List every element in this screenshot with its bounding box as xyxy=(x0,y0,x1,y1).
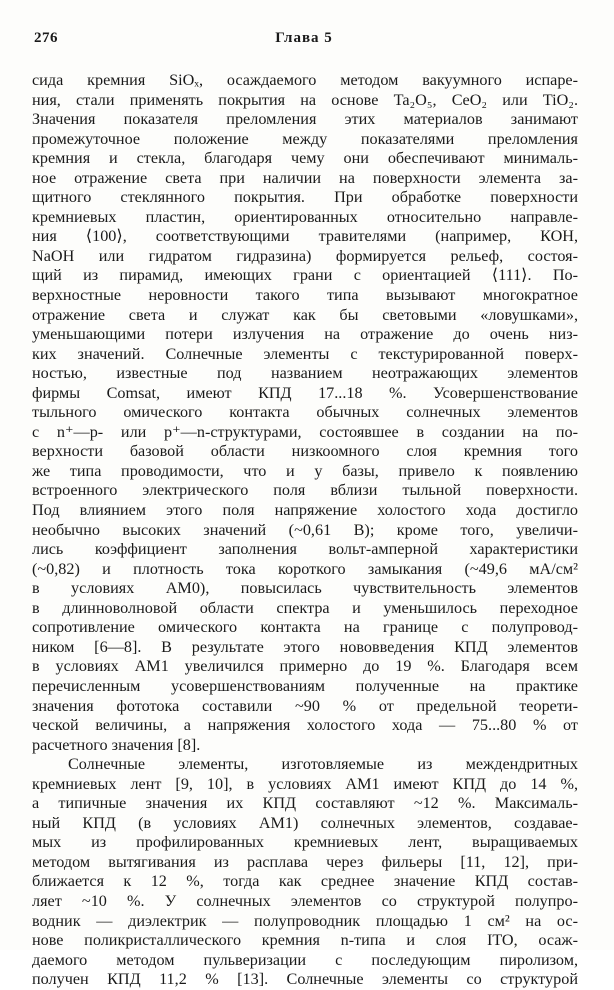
text-line: с n⁺—p- или p⁺—n-структурами, состоявшее в создании на по- xyxy=(32,422,578,441)
text-line: Под влиянием этого поля напряжение холостого хода достигло xyxy=(32,501,578,520)
text-line: (~0,82) и плотность тока короткого замыкания (~49,6 мА/см² xyxy=(32,559,578,578)
paragraph xyxy=(32,755,578,990)
text-line: ляет ~10 %. У солнечных элементов со структурой полупро- xyxy=(32,891,578,910)
text-line: верхности базовой области низкоомного слоя кремния того xyxy=(32,442,578,461)
text-line: сопротивление омического контакта на границе с полупровод- xyxy=(32,618,578,637)
text-line: ный КПД (в условиях АМ1) солнечных элементов, создавае- xyxy=(32,813,578,832)
text-line: ностью, известные под названием неотражающих элементов xyxy=(32,364,578,383)
page-header xyxy=(34,26,574,50)
text-line: методом вытягивания из расплава через фильеры [11, 12], при- xyxy=(32,852,578,871)
text-line: фирмы Comsat, имеют КПД 17...18 %. Усовершенствование xyxy=(32,383,578,402)
text-line: щитного стеклянного покрытия. При обработке поверхности xyxy=(32,188,578,207)
text-line: ния, стали применять покрытия на основе Ta₂O₅, CeO₂ или TiO₂. xyxy=(32,90,578,109)
text-line: кремния и стекла, благодаря чему они обеспечивают минималь- xyxy=(32,149,578,168)
text-line: перечисленным усовершенствованиям полученные на практике xyxy=(32,676,578,695)
text-line: водник — диэлектрик — полупроводник площадью 1 см² на ос- xyxy=(32,911,578,930)
text-line: лись коэффициент заполнения вольт-амперной характеристики xyxy=(32,540,578,559)
text-line: отражение света и служат как бы световыми «ловушками», xyxy=(32,305,578,324)
text-line: ких значений. Солнечные элементы с текстурированной поверх- xyxy=(32,344,578,363)
text-line: получен КПД 11,2 % [13]. Солнечные элементы со структурой xyxy=(32,970,578,989)
chapter-title: Глава 5 xyxy=(275,30,333,46)
text-line: ником [6—8]. В результате этого нововведения КПД элементов xyxy=(32,637,578,656)
text-line: в условиях АМ1 увеличился примерно до 19 %. Благодаря всем xyxy=(32,657,578,676)
text-line: нове поликристаллического кремния n-типа и слоя ITO, осаж- xyxy=(32,931,578,950)
text-line: в условиях АМ0), повысилась чувствительность элементов xyxy=(32,579,578,598)
text-line: сида кремния SiOₓ, осаждаемого методом вакуумного испаре- xyxy=(32,71,578,89)
paragraph xyxy=(32,71,578,755)
text-line: тыльного омического контакта обычных солнечных элементов xyxy=(32,403,578,422)
text-line: значения фототока составили ~90 % от предельной теорети- xyxy=(32,696,578,715)
text-line: ное отражение света при наличии на поверхности элемента за- xyxy=(32,168,578,187)
page-body xyxy=(32,71,578,990)
text-line: даемого методом пульверизации с последующим пиролизом, xyxy=(32,950,578,969)
text-line: Значения показателя преломления этих материалов занимают xyxy=(32,110,578,129)
text-line: кремниевых лент [9, 10], в условиях АМ1 имеют КПД до 14 %, xyxy=(32,774,578,793)
text-line: мых из профилированных кремниевых лент, выращиваемых xyxy=(32,833,578,852)
text-line: кремниевых пластин, ориентированных относительно направле- xyxy=(32,207,578,226)
text-line: а типичные значения их КПД составляют ~12 %. Максималь- xyxy=(32,794,578,813)
text-line: ния ⟨100⟩, соответствующими травителями (например, КОН, xyxy=(32,227,578,246)
text-line: Солнечные элементы, изготовляемые из междендритных xyxy=(68,755,578,774)
text-line: NaOH или гидратом гидразина) формируется рельеф, состоя- xyxy=(32,246,578,265)
text-line: расчетного значения [8]. xyxy=(32,735,201,754)
text-line: уменьшающими потери излучения на отражение до очень низ- xyxy=(32,325,578,344)
text-line: ближается к 12 %, тогда как среднее значение КПД состав- xyxy=(32,872,578,891)
text-line: верхностные неровности такого типа вызывают многократное xyxy=(32,286,578,305)
text-line: необычно высоких значений (~0,61 В); кроме того, увеличи- xyxy=(32,520,578,539)
page-number: 276 xyxy=(34,30,58,46)
text-line: ческой величины, а напряжения холостого хода — 75...80 % от xyxy=(32,716,578,735)
text-line: встроенного электрического поля вблизи тыльной поверхности. xyxy=(32,481,578,500)
text-line: же типа проводимости, что и у базы, привело к появлению xyxy=(32,461,578,480)
text-line: щий из пирамид, имеющих грани с ориентацией ⟨111⟩. По- xyxy=(32,266,578,285)
text-line: в длинноволновой области спектра и уменьшилось переходное xyxy=(32,598,578,617)
text-line: промежуточное положение между показателями преломления xyxy=(32,129,578,148)
